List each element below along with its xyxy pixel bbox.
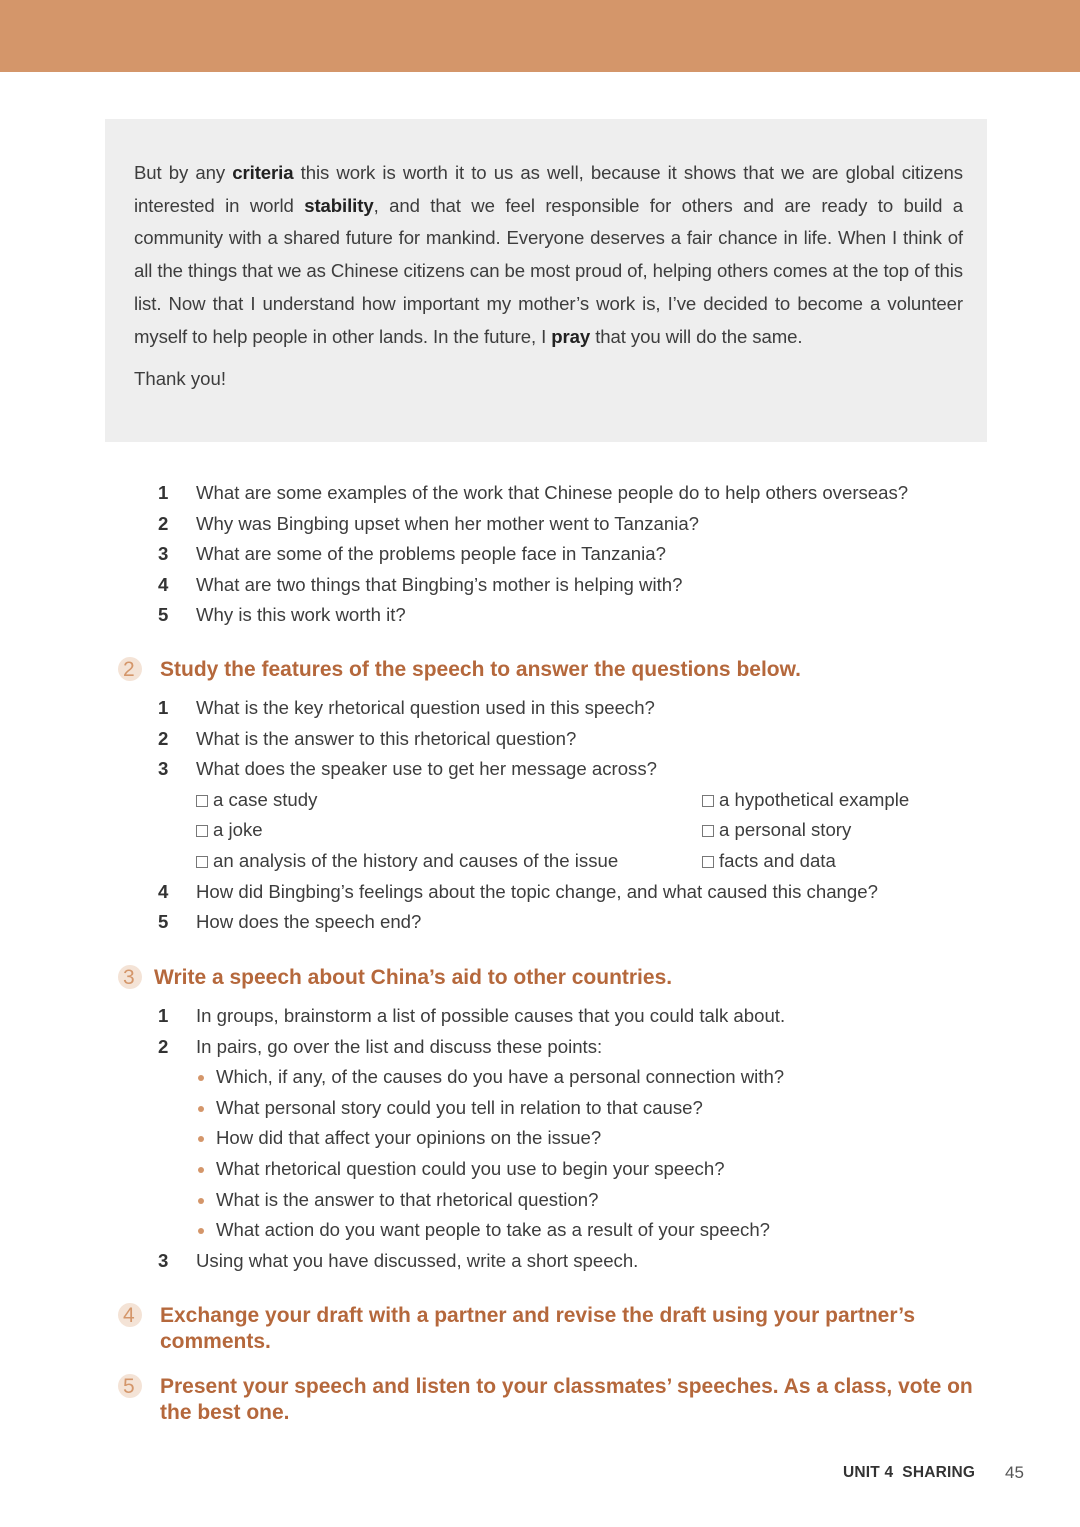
discussion-point-text: How did that affect your opinions on the issue? — [216, 1127, 602, 1149]
question-number: 5 — [158, 911, 169, 933]
bullet-dot-icon — [198, 1106, 204, 1112]
option-facts-data[interactable] — [702, 846, 836, 877]
checkbox-icon[interactable] — [702, 856, 714, 868]
section-number: 3 — [123, 966, 135, 989]
unit-label: UNIT 4 SHARING — [843, 1464, 976, 1481]
discussion-point-text: What personal story could you tell in relation to that cause? — [216, 1096, 703, 1118]
page-number: 45 — [1005, 1463, 1024, 1482]
question-number: 3 — [158, 758, 169, 780]
option-label: a hypothetical example — [719, 788, 910, 810]
question-number: 5 — [158, 604, 169, 626]
discussion-point-text: Which, if any, of the causes do you have a personal connection with? — [216, 1066, 785, 1088]
option-label: a joke — [213, 819, 263, 841]
step-number: 3 — [158, 1249, 169, 1271]
passage-text-run: But by any — [134, 162, 233, 183]
question-text: How did Bingbing’s feelings about the topic change, and what caused this change? — [196, 880, 878, 902]
section-title: Study the features of the speech to answer the questions below. — [160, 658, 802, 681]
section-number-badge — [120, 1374, 142, 1400]
question-text: How does the speech end? — [196, 911, 422, 933]
bullet-dot-icon — [198, 1198, 204, 1204]
section-number: 5 — [123, 1375, 135, 1398]
checkbox-icon[interactable] — [196, 795, 208, 807]
keyword-criteria: criteria — [232, 162, 294, 183]
option-personal-story[interactable] — [702, 815, 851, 846]
checkbox-icon[interactable] — [196, 856, 208, 868]
keyword-pray: pray — [551, 325, 591, 347]
bullet-dot-icon — [198, 1136, 204, 1142]
passage-text-run: that you will do the same. — [590, 325, 803, 347]
question-number: 4 — [158, 880, 169, 902]
bullet-dot-icon — [198, 1075, 204, 1081]
step-number: 1 — [158, 1005, 169, 1026]
keyword-stability: stability — [304, 194, 374, 216]
section-title: Write a speech about China’s aid to other countries. — [154, 966, 673, 989]
question-text: Why was Bingbing upset when her mother went to Tanzania? — [196, 512, 700, 534]
question-number: 1 — [158, 697, 169, 718]
question-number: 1 — [158, 482, 169, 503]
question-text: What does the speaker use to get her message across? — [196, 758, 657, 780]
question-text: What are some examples of the work that Chinese people do to help others overseas? — [196, 482, 909, 503]
step-number: 2 — [158, 1035, 169, 1057]
step-text: Using what you have discussed, write a short speech. — [196, 1249, 639, 1271]
step-text: In pairs, go over the list and discuss these points: — [196, 1035, 603, 1057]
option-joke[interactable] — [196, 815, 263, 846]
option-label: an analysis of the history and causes of the issue — [213, 849, 619, 871]
section-title: Present your speech and listen to your classmates’ speeches. As a class, vote on the best one. — [160, 1375, 973, 1424]
discussion-point-text: What is the answer to that rhetorical question? — [216, 1188, 599, 1210]
option-case-study[interactable] — [196, 785, 317, 816]
reading-passage-panel — [105, 119, 987, 442]
question-text: What is the answer to this rhetorical question? — [196, 727, 577, 749]
question-number: 2 — [158, 512, 169, 534]
passage-paragraph — [134, 157, 963, 353]
checkbox-icon[interactable] — [702, 825, 714, 837]
option-hypothetical-example[interactable] — [702, 785, 909, 816]
step-text: In groups, brainstorm a list of possible causes that you could talk about. — [196, 1005, 786, 1026]
option-label: facts and data — [719, 849, 836, 871]
passage-text-run: this work is worth it to us as well, because it shows that we are global citizens interested in world — [134, 162, 963, 216]
passage-text-run: , and that we feel responsible for others and are ready to build a community with a shared future for mankind. Everyone deserves a fair chance in life. When I think of all the things that we as Chinese citizens can be most proud of, helping others comes at the top of this list. Now that I understand how important my mother’s work is, I’ve decided to become a volunteer myself to help people in other lands. In the future, I — [134, 194, 963, 347]
question-text: Why is this work worth it? — [196, 604, 406, 626]
bullet-dot-icon — [198, 1228, 204, 1234]
question-number: 2 — [158, 727, 169, 749]
passage-closing: Thank you! — [134, 368, 226, 390]
section-number-badge — [120, 657, 142, 683]
bullet-dot-icon — [198, 1167, 204, 1173]
option-label: a case study — [213, 788, 318, 810]
option-analysis[interactable] — [196, 846, 618, 877]
option-label: a personal story — [719, 819, 852, 841]
top-color-band — [0, 0, 1080, 72]
section-title: Exchange your draft with a partner and revise the draft using your partner’s comments. — [160, 1304, 916, 1353]
discussion-point-text: What rhetorical question could you use to begin your speech? — [216, 1157, 725, 1179]
question-number: 3 — [158, 543, 169, 565]
question-text: What are some of the problems people face in Tanzania? — [196, 543, 666, 565]
section-number-badge — [120, 1303, 142, 1329]
checkbox-icon[interactable] — [196, 825, 208, 837]
discussion-point-text: What action do you want people to take as a result of your speech? — [216, 1219, 771, 1241]
section-number: 2 — [123, 658, 135, 681]
question-number: 4 — [158, 573, 169, 595]
question-text: What is the key rhetorical question used in this speech? — [196, 697, 655, 718]
section-number-badge — [120, 965, 142, 991]
question-text: What are two things that Bingbing’s mother is helping with? — [196, 573, 683, 595]
section-number: 4 — [123, 1304, 135, 1327]
checkbox-icon[interactable] — [702, 795, 714, 807]
